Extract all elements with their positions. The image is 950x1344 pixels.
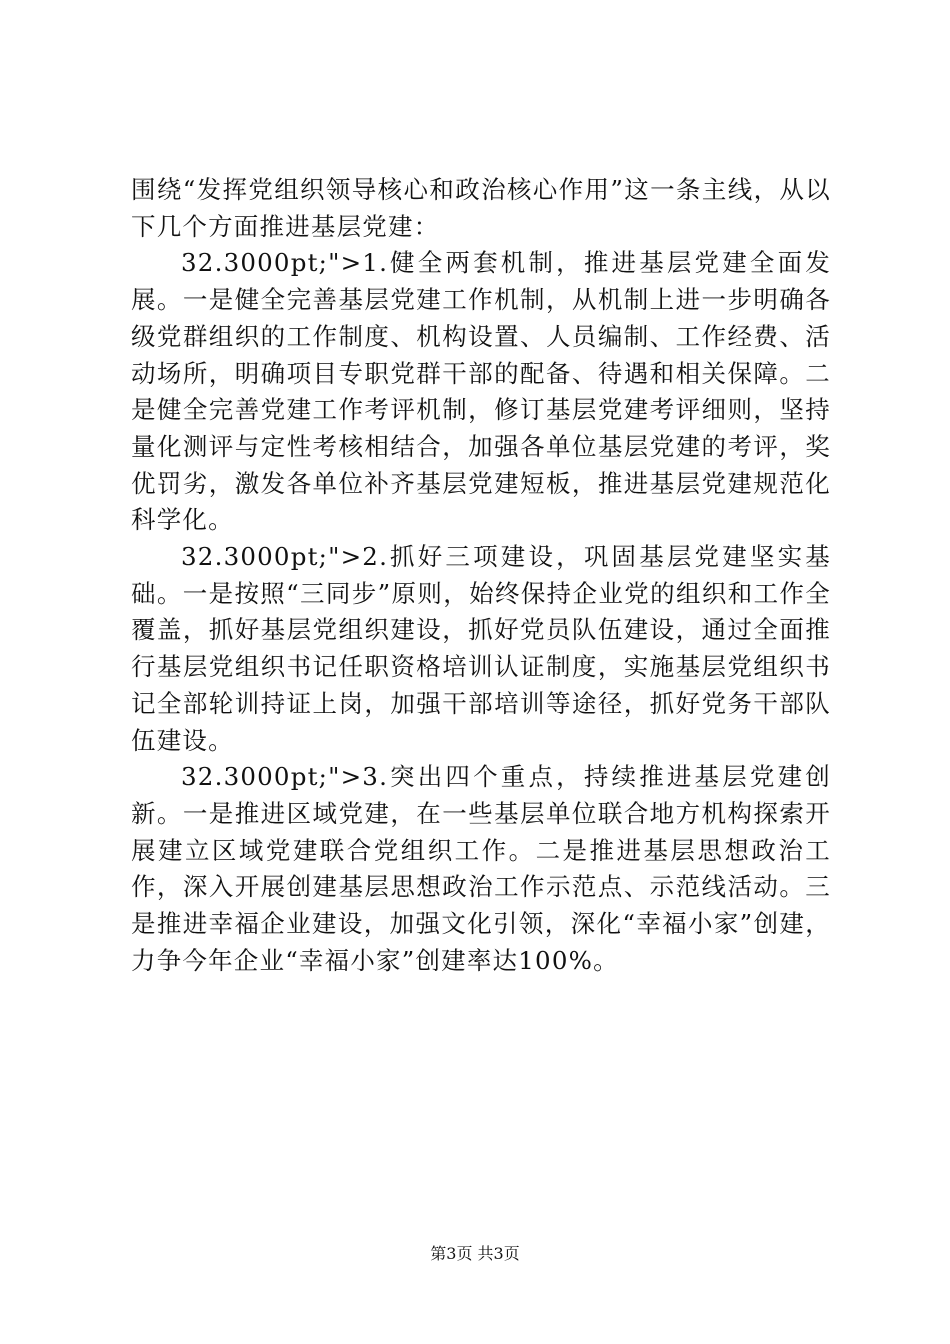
document-body	[131, 172, 831, 979]
section-2-paragraph: 32.3000pt;">2.抓好三项建设，巩固基层党建坚实基础。一是按照“三同步”原则，始终保持企业党的组织和工作全覆盖，抓好基层党组织建设，抓好党员队伍建设，通过全面推行基层党组织书记任职资格培训认证制度，实施基层党组织书记全部轮训持证上岗，加强干部培训等途径，抓好党务干部队伍建设。	[131, 542, 831, 755]
section-1-paragraph: 32.3000pt;">1.健全两套机制，推进基层党建全面发展。一是健全完善基层党建工作机制，从机制上进一步明确各级党群组织的工作制度、机构设置、人员编制、工作经费、活动场所，明确项目专职党群干部的配备、待遇和相关保障。二是健全完善党建工作考评机制，修订基层党建考评细则，坚持量化测评与定性考核相结合，加强各单位基层党建的考评，奖优罚劣，激发各单位补齐基层党建短板，推进基层党建规范化科学化。	[131, 248, 831, 535]
intro-paragraph: 围绕“发挥党组织领导核心和政治核心作用”这一条主线，从以下几个方面推进基层党建：	[131, 175, 831, 241]
page-footer: 第3页 共3页	[430, 1244, 520, 1263]
section-3-paragraph: 32.3000pt;">3.突出四个重点，持续推进基层党建创新。一是推进区域党建，在一些基层单位联合地方机构探索开展建立区域党建联合党组织工作。二是推进基层思想政治工作，深入开展创建基层思想政治工作示范点、示范线活动。三是推进幸福企业建设，加强文化引领，深化“幸福小家”创建，力争今年企业“幸福小家”创建率达100%。	[131, 762, 831, 975]
